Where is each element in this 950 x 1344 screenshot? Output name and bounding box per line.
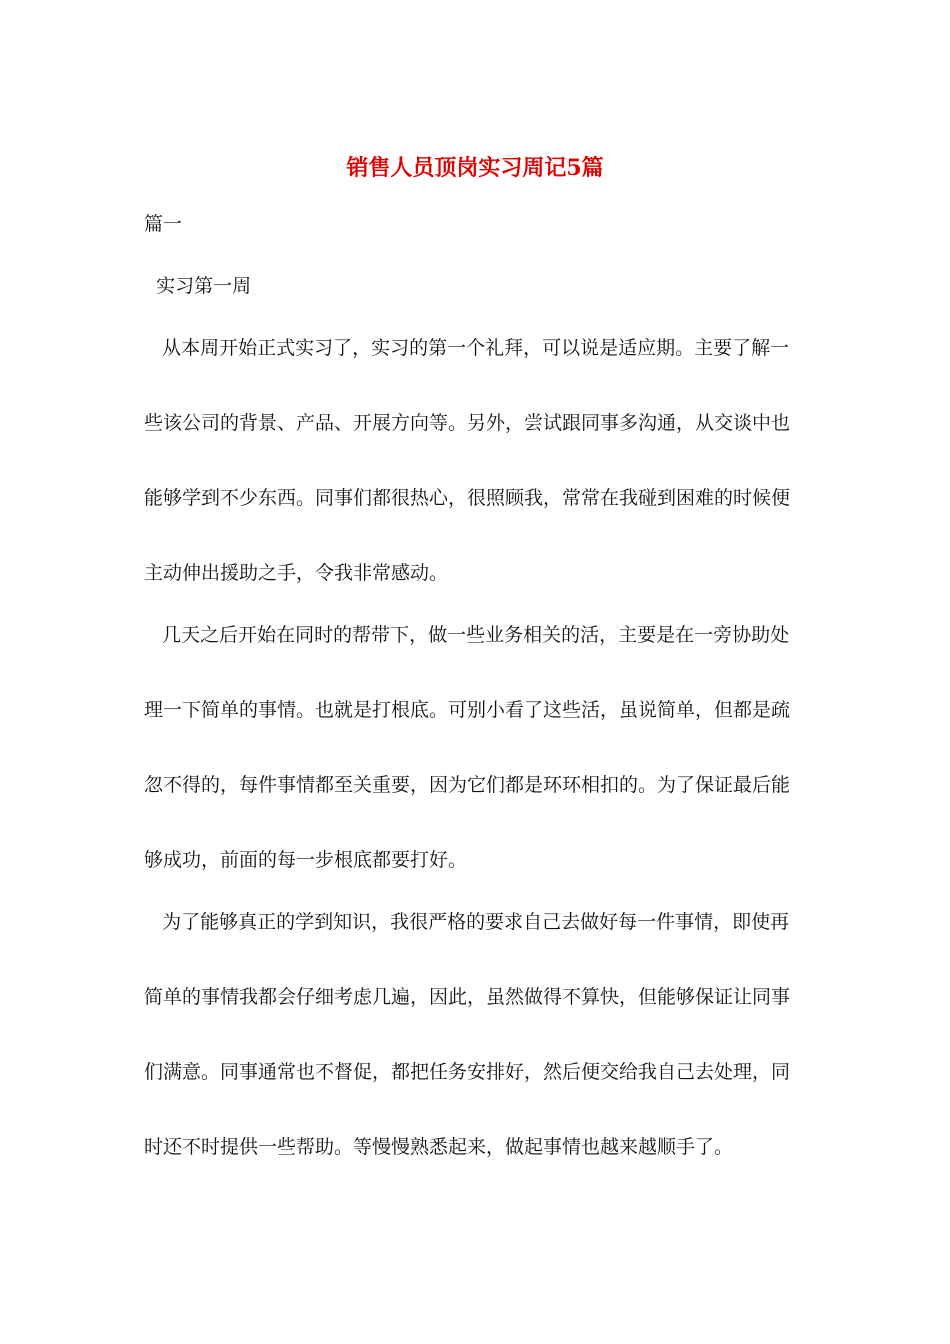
- body-line-7: 忽不得的，每件事情都至关重要，因为它们都是环环相扣的。为了保证最后能: [144, 774, 791, 796]
- body-line-9: 为了能够真正的学到知识，我很严格的要求自己去做好每一件事情，即使再: [144, 911, 790, 933]
- body-line-11: 们满意。同事通常也不督促，都把任务安排好，然后便交给我自己去处理，同: [144, 1061, 791, 1083]
- section-label: 篇一: [144, 213, 183, 235]
- body-line-12: 时还不时提供一些帮助。等慢慢熟悉起来，做起事情也越来越顺手了。: [144, 1136, 734, 1158]
- body-line-3: 能够学到不少东西。同事们都很热心，很照顾我，常常在我碰到困难的时候便: [144, 487, 791, 509]
- body-line-1: 从本周开始正式实习了，实习的第一个礼拜，可以说是适应期。主要了解一: [144, 337, 790, 359]
- document-title: 销售人员顶岗实习周记5篇: [346, 155, 604, 181]
- body-line-2: 些该公司的背景、产品、开展方向等。另外，尝试跟同事多沟通，从交谈中也: [144, 412, 791, 434]
- week-heading: 实习第一周: [144, 275, 252, 297]
- body-line-10: 简单的事情我都会仔细考虑几遍，因此，虽然做得不算快，但能够保证让同事: [144, 986, 791, 1008]
- body-line-8: 够成功，前面的每一步根底都要打好。: [144, 849, 468, 871]
- body-line-4: 主动伸出援助之手，令我非常感动。: [144, 562, 449, 584]
- body-line-6: 理一下简单的事情。也就是打根底。可别小看了这些活，虽说简单，但都是疏: [144, 699, 791, 721]
- body-line-5: 几天之后开始在同时的帮带下，做一些业务相关的活，主要是在一旁协助处: [144, 624, 790, 646]
